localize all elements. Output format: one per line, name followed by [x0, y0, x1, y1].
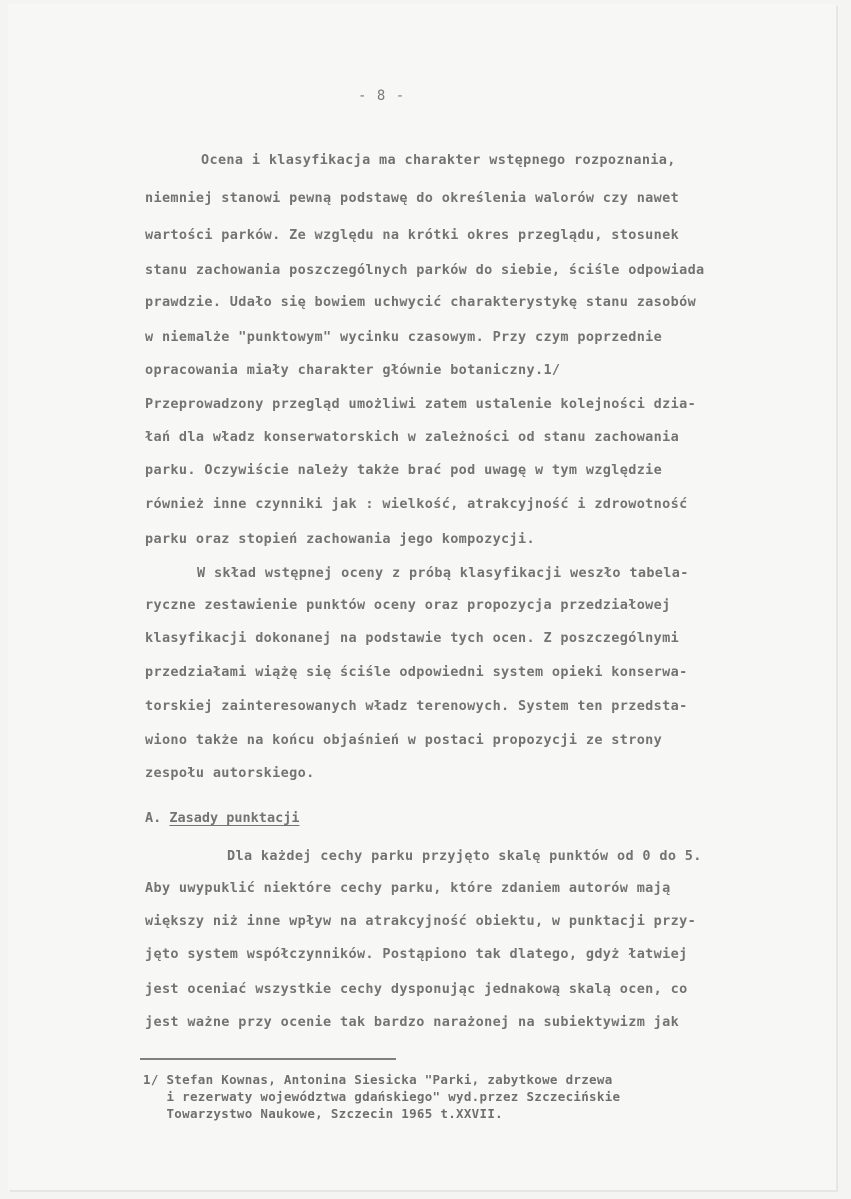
paragraph-1-line-11: również inne czynniki jak : wielkość, atrakcyjność i zdrowotność	[145, 496, 688, 512]
paragraph-1-line-12: parku oraz stopień zachowania jego kompozycji.	[145, 531, 535, 547]
section-title: Zasady punktacji	[169, 810, 300, 826]
section-letter: A.	[145, 810, 162, 826]
section-paragraph-line-3: większy niż inne wpływ na atrakcyjność obiektu, w punktacji przy-	[145, 913, 697, 929]
section-paragraph-line-6: jest ważne przy ocenie tak bardzo narażonej na subiektywizm jak	[145, 1014, 680, 1030]
paragraph-1-line-10: parku. Oczywiście należy także brać pod uwagę w tym względzie	[145, 462, 663, 478]
paragraph-2-line-6: wiono także na końcu objaśnień w postaci propozycji ze strony	[145, 732, 663, 748]
section-paragraph-line-4: jęto system współczynników. Postąpiono tak dlatego, gdyż łatwiej	[145, 946, 688, 962]
paragraph-1-line-6: w niemalże "punktowym" wycinku czasowym. Przy czym poprzednie	[145, 329, 663, 345]
paragraph-2-line-7: zespołu autorskiego.	[145, 765, 315, 781]
paragraph-1-line-1: Ocena i klasyfikacja ma charakter wstępnego rozpoznania,	[201, 152, 676, 168]
paragraph-1-line-8: Przeprowadzony przegląd umożliwi zatem ustalenie kolejności dzia-	[145, 396, 697, 412]
section-paragraph-line-5: jest oceniać wszystkie cechy dysponując jednakową skalą ocen, co	[145, 981, 688, 997]
section-paragraph-line-2: Aby uwypuklić niektóre cechy parku, które zdaniem autorów mają	[145, 880, 671, 896]
footnote-line-2: i rezerwaty województwa gdańskiego" wyd.przez Szczecińskie	[143, 1089, 621, 1104]
paragraph-1-line-9: łań dla władz konserwatorskich w zależności od stanu zachowania	[145, 429, 680, 445]
paragraph-2-line-3: klasyfikacji dokonanej na podstawie tych ocen. Z poszczególnymi	[145, 630, 680, 646]
paragraph-1-line-3: wartości parków. Ze względu na krótki okres przeglądu, stosunek	[145, 227, 680, 243]
footnote-rule	[140, 1058, 396, 1060]
paragraph-1-line-5: prawdzie. Udało się bowiem uchwycić charakterystykę stanu zasobów	[145, 294, 697, 310]
paragraph-1-line-2: niemniej stanowi pewną podstawę do określenia walorów czy nawet	[145, 190, 680, 206]
paragraph-1-line-7: opracowania miały charakter głównie botaniczny.1/	[145, 362, 561, 378]
paragraph-1-line-4: stanu zachowania poszczególnych parków do siebie, ściśle odpowiada	[145, 262, 705, 278]
paragraph-2-line-2: ryczne zestawienie punktów oceny oraz propozycja przedziałowej	[145, 597, 671, 613]
paragraph-2-line-4: przedziałami wiążę się ściśle odpowiedni system opieki konserwa-	[145, 664, 688, 680]
footnote-line-1: 1/ Stefan Kownas, Antonina Siesicka "Parki, zabytkowe drzewa	[143, 1072, 613, 1087]
paragraph-2-line-1: W skład wstępnej oceny z próbą klasyfikacji weszło tabela-	[197, 565, 689, 581]
section-heading	[145, 810, 299, 826]
paragraph-2-line-5: torskiej zainteresowanych władz terenowych. System ten przedsta-	[145, 698, 688, 714]
section-paragraph-line-1: Dla każdej cechy parku przyjęto skalę punktów od 0 do 5.	[227, 848, 702, 864]
page-number: - 8 -	[358, 88, 406, 104]
footnote-line-3: Towarzystwo Naukowe, Szczecin 1965 t.XXVII.	[143, 1106, 503, 1121]
